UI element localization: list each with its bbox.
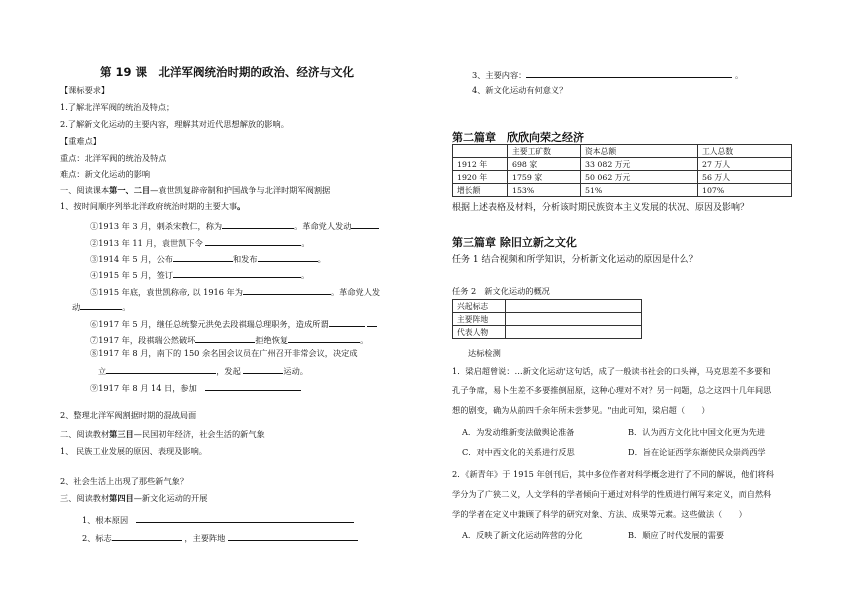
section-2-heading: 二、阅读教材第三目—民国初年经济，社会生活的新气象 <box>60 429 265 439</box>
mcq-1-option-a[interactable]: A．为发动维新变法做舆论准备 <box>462 427 575 437</box>
mcq-1-line-3: 想的剧变，确为从前四千余年所未尝梦见。"由此可知，梁启超（ ） <box>452 405 710 415</box>
significance-question: 4、新文化运动有何意义？ <box>472 85 568 95</box>
economy-question: 根据上述表格及材料，分析该时期民族资本主义发展的状况、原因及影响？ <box>452 203 750 213</box>
question-2: 2、整理北洋军阀割据时期的混战局面 <box>60 410 197 420</box>
table-cell: 工人总数 <box>698 145 792 158</box>
task-1: 任务 1 结合视频和所学知识，分析新文化运动的原因是什么？ <box>452 255 698 265</box>
table-cell: 33 082 万元 <box>581 158 698 171</box>
blank[interactable] <box>258 252 318 262</box>
content-question: 3、主要内容： 。 <box>472 70 744 80</box>
blank[interactable] <box>526 68 732 78</box>
blank[interactable] <box>222 219 294 229</box>
table-cell-empty[interactable] <box>506 326 642 339</box>
section-2-question-2: 2、社会生活上出现了那些新气象？ <box>60 476 189 486</box>
event-1: ①1913 年 3 月，刺杀宋教仁，称为 。革命党人发动 <box>90 219 379 232</box>
event-4: ④1915 年 5 月，签订 。 <box>90 270 310 280</box>
table-row <box>453 313 642 326</box>
part-3-title: 第三篇章 除旧立新之文化 <box>452 236 577 249</box>
mcq-2-line-2: 学分为了广狭二义，人文学科的学者倾向于通过对科学的性质进行阐写来定义，而自然科 <box>452 489 772 499</box>
blank[interactable] <box>243 364 283 374</box>
table-cell: 50 062 万元 <box>581 171 698 184</box>
table-cell <box>453 145 508 158</box>
blank[interactable] <box>173 268 301 278</box>
event-8: ⑧1917 年 8 月，南下的 150 余名国会议员在广州召开非常会议，决定成 <box>90 348 358 358</box>
blank[interactable] <box>112 531 182 541</box>
table-cell: 51% <box>581 184 698 197</box>
table-cell: 资本总额 <box>581 145 698 158</box>
blank[interactable] <box>106 364 216 374</box>
blank[interactable] <box>243 285 331 295</box>
table-cell: 主要阵地 <box>453 313 506 326</box>
mcq-1-line-1: 1．梁启超曾说：…新文化运动'这句话，成了一般读书社会的口头禅，马克思差不多要和 <box>452 366 771 376</box>
table-cell: 主要工矿数 <box>508 145 581 158</box>
table-cell: 107% <box>698 184 792 197</box>
table-row <box>453 171 792 184</box>
table-cell: 增长额 <box>453 184 508 197</box>
section-2-question-1: 1、 民族工业发展的原因、表现及影响。 <box>60 446 207 456</box>
table-cell: 1912 年 <box>453 158 508 171</box>
blank[interactable] <box>80 300 122 310</box>
zhongnan-heading: 【重难点】 <box>60 136 101 146</box>
blank[interactable] <box>195 333 255 343</box>
event-6: ⑥1917 年 5 月，继任总统黎元洪免去段祺瑞总理职务，造成所谓 <box>90 317 377 330</box>
event-3: ③1914 年 5 月，公布 和发布 。 <box>90 254 326 264</box>
section-1-heading: 一、阅读课本第一、二目—袁世凯复辟帝制和护国战争与北洋时期军阀割据 <box>60 185 331 195</box>
section-3-question-2: 2、标志 ，主要阵地 <box>82 531 358 544</box>
check-heading: 达标检测 <box>468 348 501 358</box>
table-row <box>453 300 642 313</box>
event-7: ⑦1917 年，段祺瑞公然破坏 拒绝恢复 。 <box>90 335 369 345</box>
table-cell-empty[interactable] <box>506 300 642 313</box>
event-9: ⑨1917 年 8 月 14 日，参加 <box>90 381 301 394</box>
event-5-cont: 动 。 <box>72 302 131 312</box>
event-5: ⑤1915 年底，袁世凯称帝, 以 1916 年为 。革命党人发 <box>90 287 381 297</box>
kebiao-item-1: 1.了解北洋军阀的统治及特点； <box>60 102 175 112</box>
table-cell: 1920 年 <box>453 171 508 184</box>
table-row <box>453 184 792 197</box>
table-cell: 代表人物 <box>453 326 506 339</box>
section-3-question-1: 1、根本原因 <box>82 513 354 526</box>
table-cell: 56 万人 <box>698 171 792 184</box>
blank[interactable] <box>205 381 301 391</box>
table-cell: 兴起标志 <box>453 300 506 313</box>
blank[interactable] <box>329 317 365 327</box>
table-cell: 27 万人 <box>698 158 792 171</box>
table-row <box>453 158 792 171</box>
blank[interactable] <box>205 236 301 246</box>
blank[interactable] <box>173 252 233 262</box>
culture-table <box>452 299 642 339</box>
section-3-heading: 三、阅读教材第四目—新文化运动的开展 <box>60 493 208 503</box>
table-cell: 698 家 <box>508 158 581 171</box>
key-point: 重点：北洋军阀的统治及特点 <box>60 153 167 163</box>
mcq-2-line-1: 2．《新青年》于 1915 年创刊后，其中多位作者对科学概念进行了不同的解说，他们将科 <box>452 469 774 479</box>
blank[interactable] <box>288 333 360 343</box>
mcq-1-option-b[interactable]: B．认为西方文化比中国文化更为先进 <box>628 427 766 437</box>
kebiao-heading: 【课标要求】 <box>60 85 110 95</box>
blank[interactable] <box>367 317 377 327</box>
table-cell-empty[interactable] <box>506 313 642 326</box>
task-2: 任务 2 新文化运动的概况 <box>452 286 550 296</box>
kebiao-item-2: 2.了解新文化运动的主要内容，理解其对近代思想解放的影响。 <box>60 119 289 129</box>
question-1: 1、按时间顺序列举北洋政府统治时期的主要大事。 <box>60 201 246 211</box>
mcq-1-option-d[interactable]: D．旨在论证西学东渐使民众崇尚西学 <box>628 447 766 457</box>
event-8-cont: 立 ，发起 运动。 <box>98 366 308 376</box>
table-cell: 153% <box>508 184 581 197</box>
page-title: 第 19 课 北洋军阀统治时期的政治、经济与文化 <box>100 65 355 79</box>
mcq-1-line-2: 孔子争席，易卜生差不多要推倒屈原，这种心理对不对？另一问题，总之这四十几年间思 <box>452 385 772 395</box>
mcq-1-option-c[interactable]: C．对中西文化的关系进行反思 <box>462 447 575 457</box>
blank[interactable] <box>228 531 358 541</box>
blank[interactable] <box>351 219 379 229</box>
blank[interactable] <box>136 513 354 523</box>
table-cell: 1759 家 <box>508 171 581 184</box>
difficult-point: 难点：新文化运动的影响 <box>60 169 151 179</box>
mcq-2-option-a[interactable]: A．反映了新文化运动阵营的分化 <box>462 530 583 540</box>
event-2: ②1913 年 11 月，袁世凯下令 。 <box>90 238 310 248</box>
part-2-title: 第二篇章 欣欣向荣之经济 <box>452 131 584 144</box>
table-row <box>453 326 642 339</box>
economy-table <box>452 144 792 197</box>
table-header-row <box>453 145 792 158</box>
mcq-2-line-3: 学的学者在定义中兼顾了科学的研究对象、方法、成果等元素。这些做法（ ） <box>452 509 747 519</box>
mcq-2-option-b[interactable]: B．顺应了时代发展的需要 <box>628 530 725 540</box>
